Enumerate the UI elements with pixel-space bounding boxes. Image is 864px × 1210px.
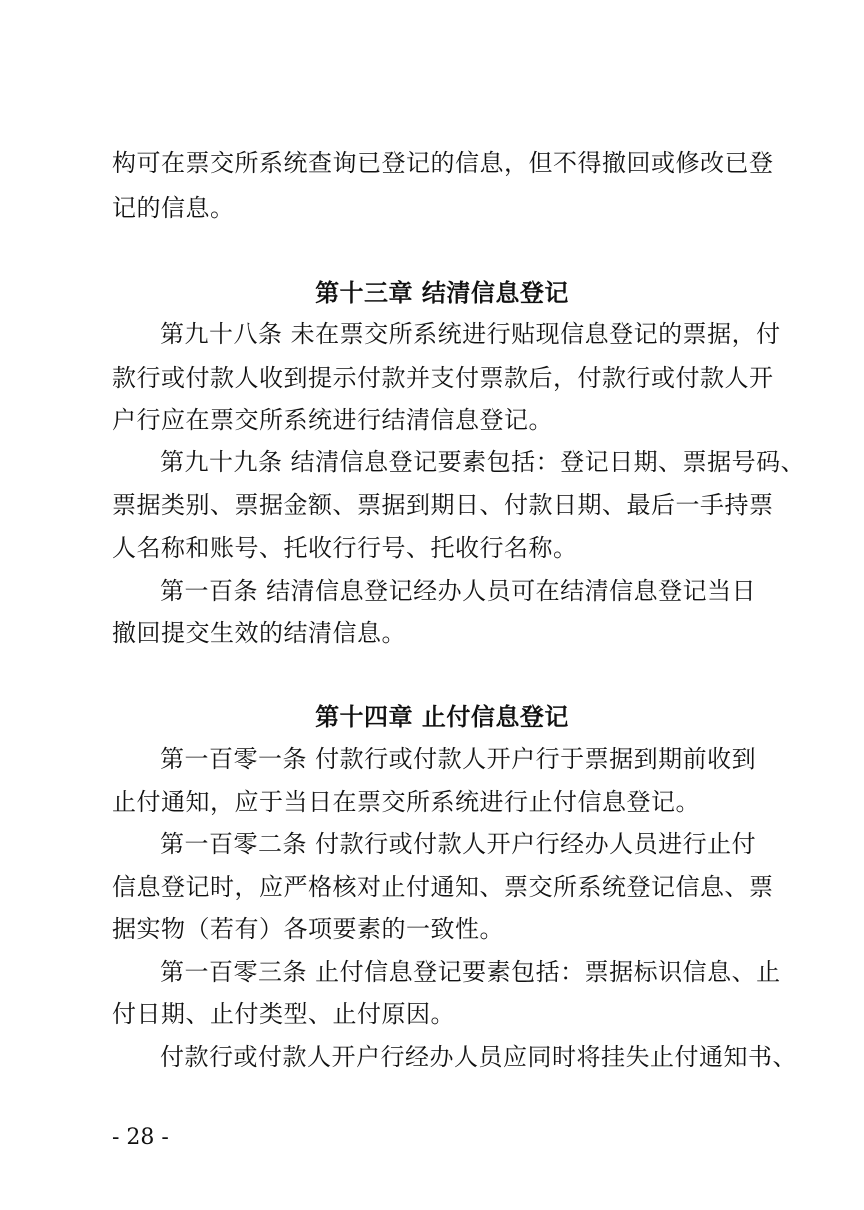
- paragraph-line: 付款行或付款人开户行经办人员应同时将挂失止付通知书、: [160, 1043, 797, 1071]
- text-line: 付日期、止付类型、止付原因。: [112, 1000, 455, 1028]
- text-line: 记的信息。: [112, 194, 235, 222]
- text-line: 据实物（若有）各项要素的一致性。: [112, 915, 504, 943]
- article-100-line: 第一百条 结清信息登记经办人员可在结清信息登记当日: [160, 577, 757, 605]
- text-line: 户行应在票交所系统进行结清信息登记。: [112, 406, 553, 434]
- article-101-line: 第一百零一条 付款行或付款人开户行于票据到期前收到: [160, 745, 757, 773]
- text-line: 止付通知，应于当日在票交所系统进行止付信息登记。: [112, 788, 700, 816]
- article-102-line: 第一百零二条 付款行或付款人开户行经办人员进行止付: [160, 830, 757, 858]
- article-103-line: 第一百零三条 止付信息登记要素包括：票据标识信息、止: [160, 958, 781, 986]
- text-line: 款行或付款人收到提示付款并支付票款后，付款行或付款人开: [112, 364, 774, 392]
- text-line: 人名称和账号、托收行行号、托收行名称。: [112, 534, 578, 562]
- chapter-heading: 第十三章 结清信息登记: [315, 279, 569, 307]
- page-number: - 28 -: [112, 1125, 169, 1150]
- article-99-line: 第九十九条 结清信息登记要素包括：登记日期、票据号码、: [160, 448, 806, 476]
- chapter-heading: 第十四章 止付信息登记: [315, 703, 569, 731]
- text-line: 撤回提交生效的结清信息。: [112, 619, 406, 647]
- text-line: 票据类别、票据金额、票据到期日、付款日期、最后一手持票: [112, 491, 774, 519]
- article-98-line: 第九十八条 未在票交所系统进行贴现信息登记的票据，付: [160, 320, 781, 348]
- text-line: 信息登记时，应严格核对止付通知、票交所系统登记信息、票: [112, 873, 774, 901]
- text-line: 构可在票交所系统查询已登记的信息，但不得撤回或修改已登: [112, 149, 774, 177]
